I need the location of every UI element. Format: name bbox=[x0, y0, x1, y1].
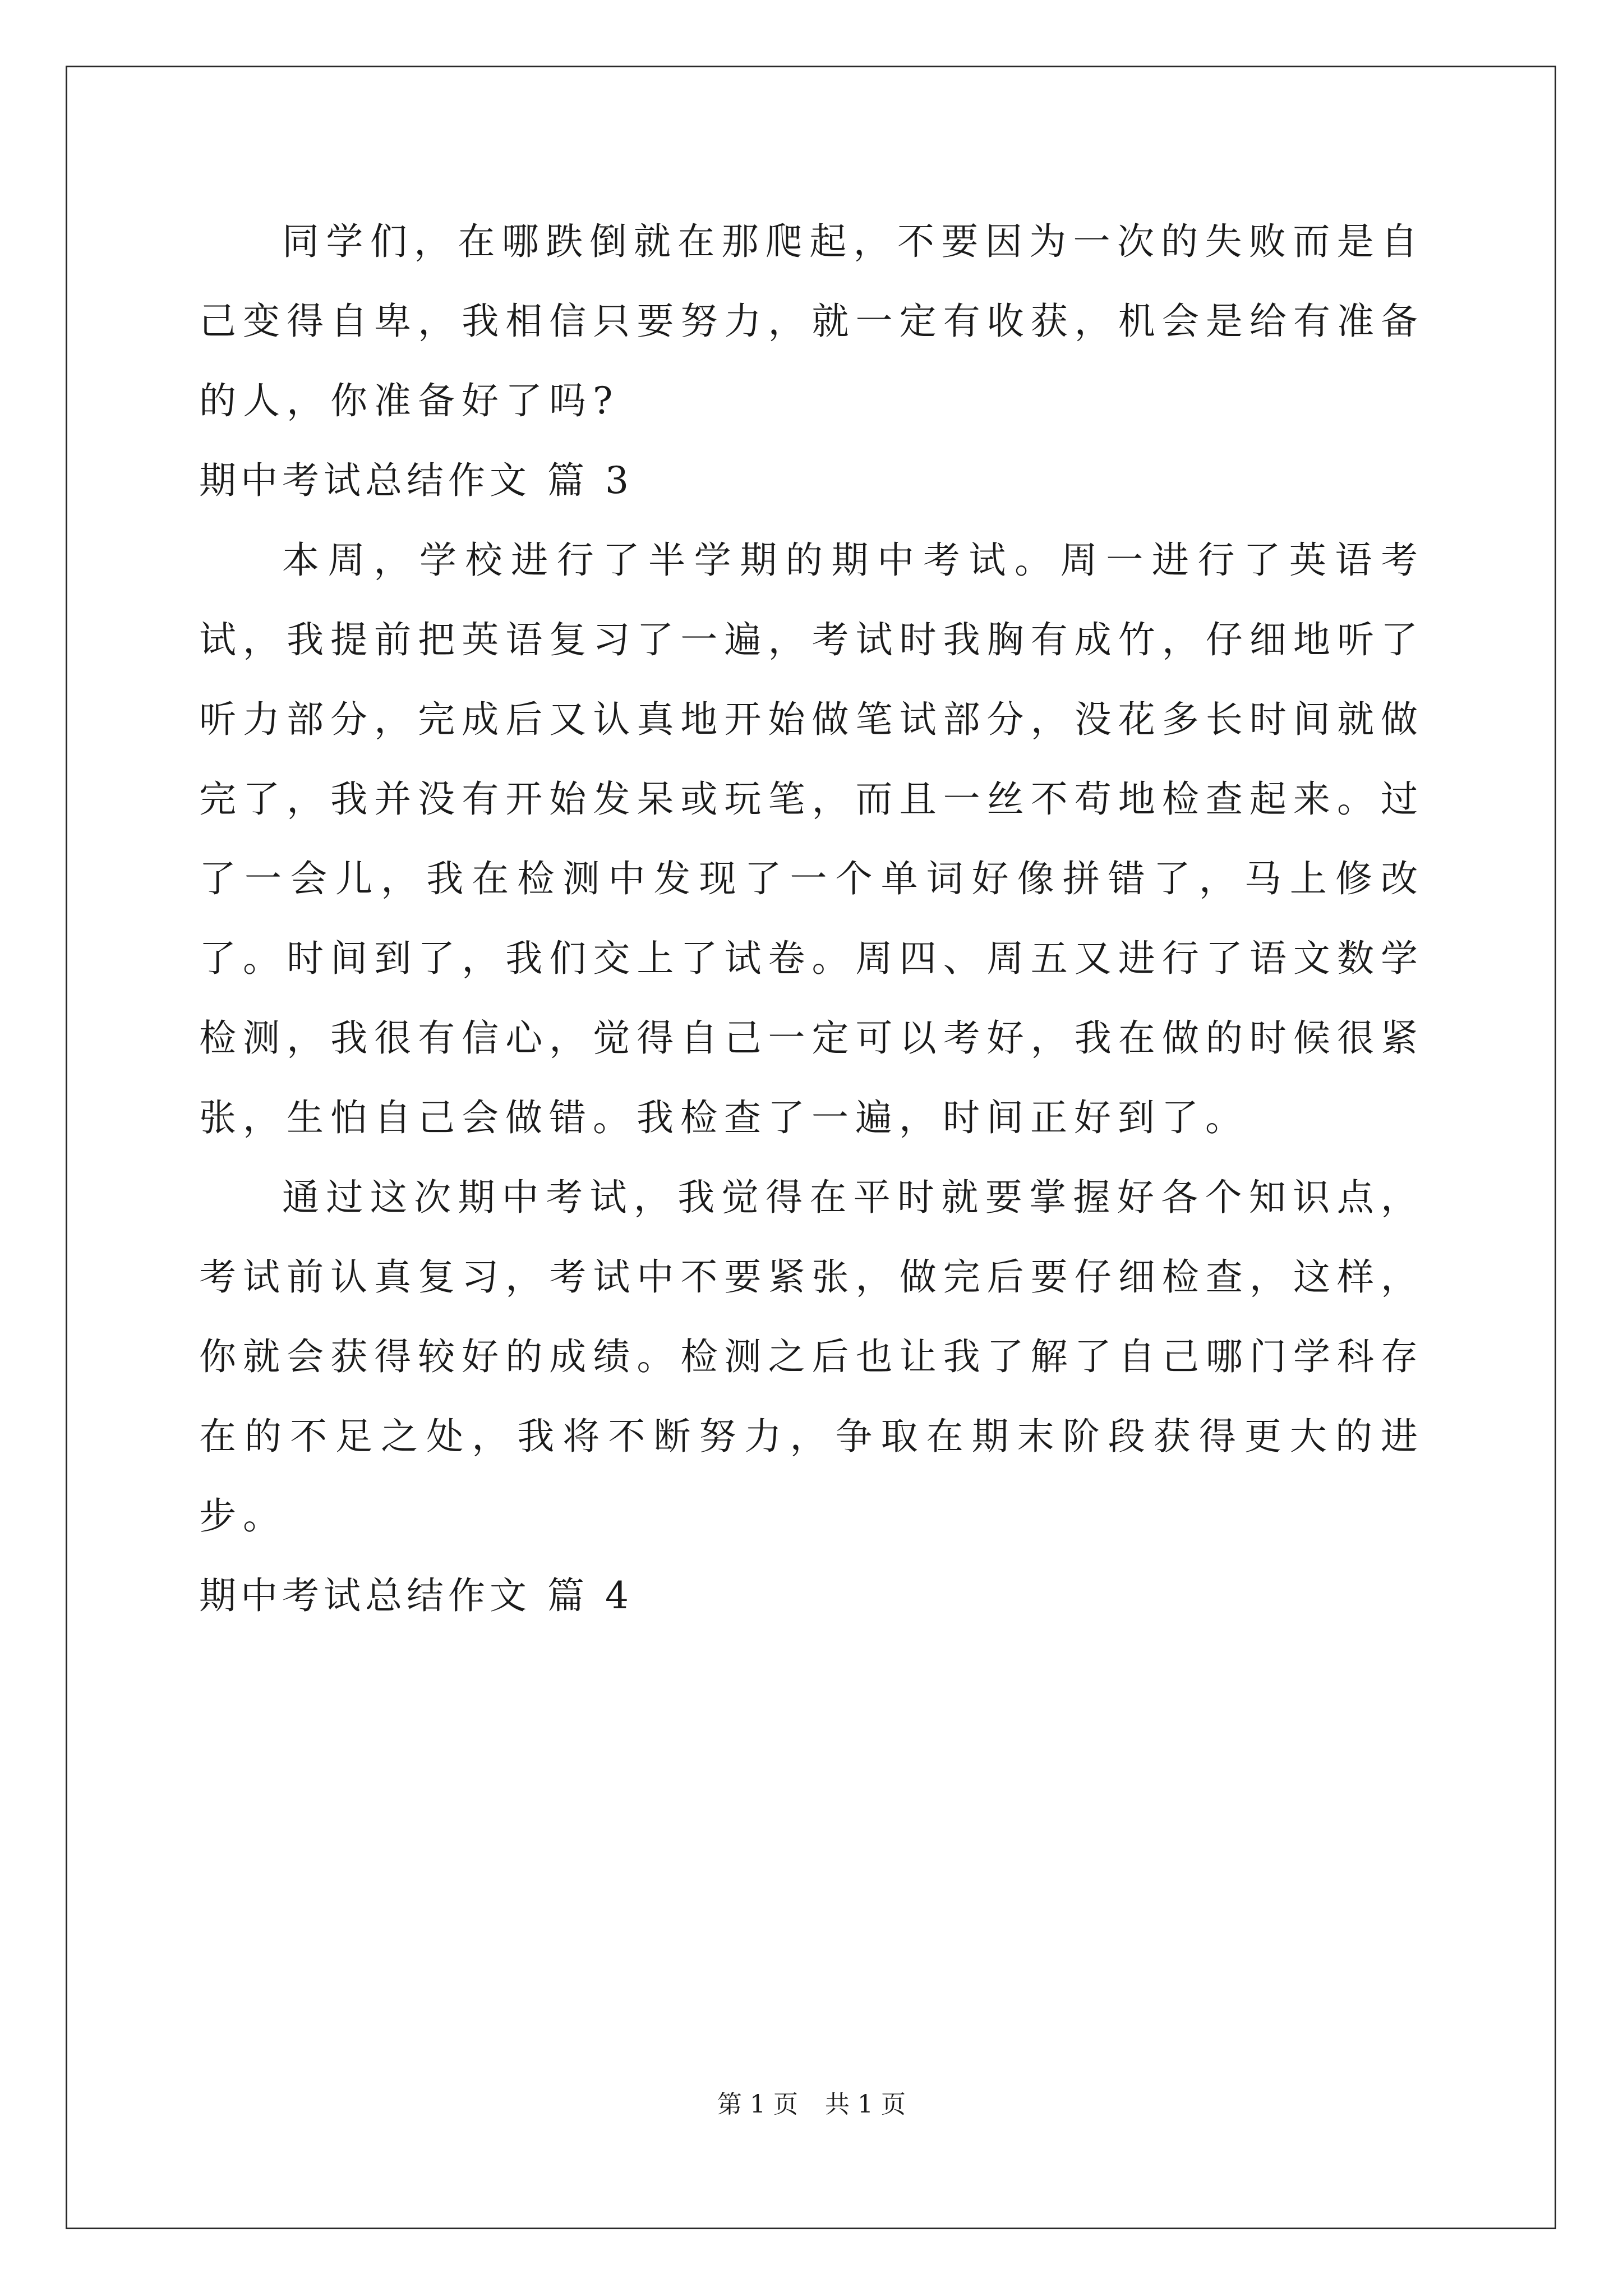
paragraph-closing-remarks: 同学们，在哪跌倒就在那爬起，不要因为一次的失败而是自己变得自卑，我相信只要努力，就一定有收获，机会是给有准备的人，你准备好了吗? bbox=[199, 220, 1424, 422]
paragraph-reflection: 通过这次期中考试，我觉得在平时就要掌握好各个知识点，考试前认真复习，考试中不要紧张，做完后要仔细检查，这样，你就会获得较好的成绩。检测之后也让我了解了自己哪门学科存在的不足之处，我将不断努力，争取在期末阶段获得更大的进步。 bbox=[199, 1176, 1424, 1538]
section-heading-4: 期中考试总结作文 篇 4 bbox=[199, 1574, 633, 1617]
page-total: 共 1 页 bbox=[825, 2090, 906, 2119]
document-body bbox=[199, 202, 1424, 1636]
paragraph-exam-week: 本周，学校进行了半学期的期中考试。周一进行了英语考试，我提前把英语复习了一遍，考试时我胸有成竹，仔细地听了听力部分，完成后又认真地开始做笔试部分，没花多长时间就做完了，我并没有开始发呆或玩笔，而且一丝不苟地检查起来。过了一会儿，我在检测中发现了一个单词好像拼错了，马上修改了。时间到了，我们交上了试卷。周四、周五又进行了语文数学检测，我很有信心，觉得自己一定可以考好，我在做的时候很紧张，生怕自己会做错。我检查了一遍，时间正好到了。 bbox=[199, 539, 1424, 1139]
page-number: 第 1 页 bbox=[717, 2090, 798, 2119]
section-heading-3: 期中考试总结作文 篇 3 bbox=[199, 459, 633, 502]
page-footer bbox=[0, 2088, 1623, 2122]
